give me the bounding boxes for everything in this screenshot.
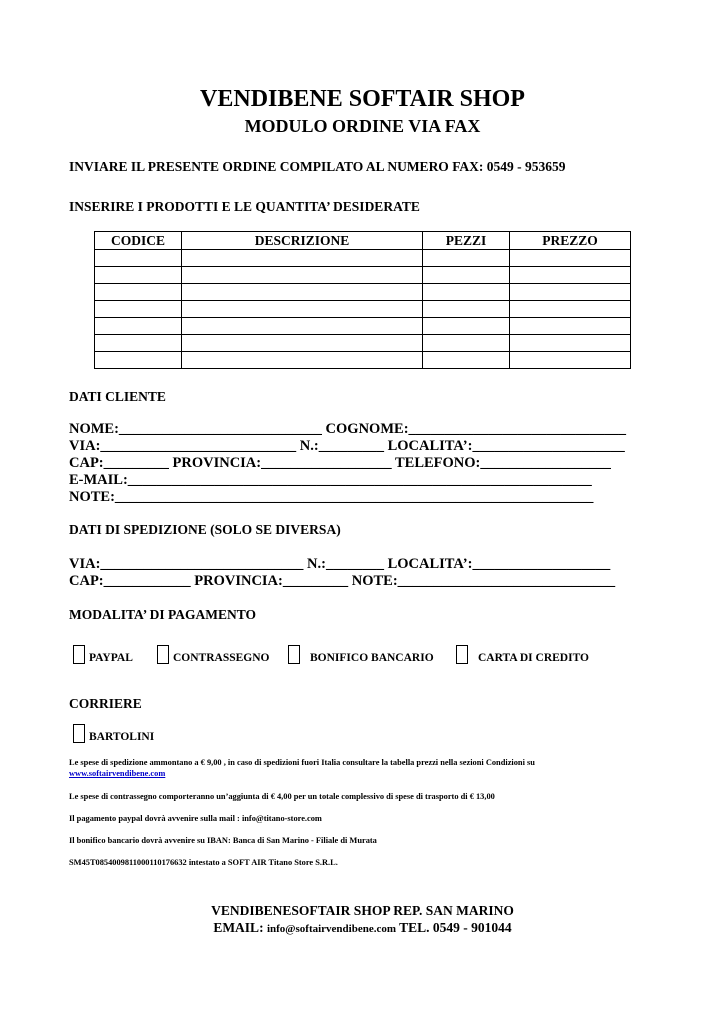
iban-note: SM45T0854009811000110176632 intestato a SOFT AIR Titano Store S.R.L. <box>69 858 338 867</box>
payment-option-contrassegno[interactable] <box>157 645 270 664</box>
column-header-pezzi: PEZZI <box>423 232 510 250</box>
cell-descrizione[interactable] <box>182 267 423 284</box>
courier-heading: CORRIERE <box>69 696 142 711</box>
payment-option-bonifico[interactable] <box>288 645 434 664</box>
cell-codice[interactable] <box>95 318 182 335</box>
table-row <box>95 250 631 267</box>
column-header-prezzo: PREZZO <box>510 232 631 250</box>
payment-option-paypal[interactable] <box>73 645 133 664</box>
cell-prezzo[interactable] <box>510 318 631 335</box>
table-row <box>95 284 631 301</box>
order-table-header <box>95 232 631 250</box>
website-link[interactable]: www.softairvendibene.com <box>69 769 166 778</box>
checkbox-icon[interactable] <box>73 724 85 743</box>
checkbox-icon[interactable] <box>288 645 300 664</box>
cell-codice[interactable] <box>95 301 182 318</box>
cell-codice[interactable] <box>95 284 182 301</box>
shipping-heading: DATI DI SPEDIZIONE (SOLO SE DIVERSA) <box>69 522 341 537</box>
cell-codice[interactable] <box>95 352 182 369</box>
products-instruction: INSERIRE I PRODOTTI E LE QUANTITA’ DESIDERATE <box>69 199 420 214</box>
checkbox-icon[interactable] <box>157 645 169 664</box>
cell-descrizione[interactable] <box>182 250 423 267</box>
cell-pezzi[interactable] <box>423 352 510 369</box>
cell-prezzo[interactable] <box>510 335 631 352</box>
cell-pezzi[interactable] <box>423 284 510 301</box>
payment-heading: MODALITA’ DI PAGAMENTO <box>69 607 256 622</box>
column-header-codice: CODICE <box>95 232 182 250</box>
cell-descrizione[interactable] <box>182 352 423 369</box>
payment-label-contrassegno: CONTRASSEGNO <box>173 652 270 664</box>
customer-email-line[interactable]: E-MAIL:________________________________________________________________ <box>69 472 592 488</box>
customer-heading: DATI CLIENTE <box>69 389 166 404</box>
table-row <box>95 318 631 335</box>
table-row <box>95 352 631 369</box>
footer-company: VENDIBENESOFTAIR SHOP REP. SAN MARINO <box>211 903 514 918</box>
courier-label-bartolini: BARTOLINI <box>89 731 155 743</box>
paypal-note: Il pagamento paypal dovrà avvenire sulla mail : info@titano-store.com <box>69 814 322 823</box>
cell-descrizione[interactable] <box>182 335 423 352</box>
customer-cap-line[interactable]: CAP:_________ PROVINCIA:__________________ TELEFONO:__________________ <box>69 455 611 471</box>
payment-option-carta[interactable] <box>456 645 589 664</box>
order-table <box>94 231 631 369</box>
payment-label-bonifico: BONIFICO BANCARIO <box>310 652 434 664</box>
footer-email-label: EMAIL: <box>213 920 267 935</box>
cell-prezzo[interactable] <box>510 301 631 318</box>
checkbox-icon[interactable] <box>456 645 468 664</box>
cell-pezzi[interactable] <box>423 250 510 267</box>
shipping-cap-line[interactable]: CAP:____________ PROVINCIA:_________ NOTE:______________________________ <box>69 573 616 589</box>
cell-descrizione[interactable] <box>182 318 423 335</box>
cell-descrizione[interactable] <box>182 301 423 318</box>
payment-label-paypal: PAYPAL <box>89 652 133 664</box>
payment-label-carta: CARTA DI CREDITO <box>478 652 589 664</box>
cell-pezzi[interactable] <box>423 301 510 318</box>
bank-note: Il bonifico bancario dovrà avvenire su IBAN: Banca di San Marino - Filiale di Murata <box>69 836 377 845</box>
customer-address-line[interactable]: VIA:___________________________ N.:_________ LOCALITA’:_____________________ <box>69 438 625 454</box>
cell-pezzi[interactable] <box>423 267 510 284</box>
customer-notes-line[interactable]: NOTE:__________________________________________________________________ <box>69 489 594 505</box>
checkbox-icon[interactable] <box>73 645 85 664</box>
shipping-cost-note: Le spese di spedizione ammontano a € 9,00 , in caso di spedizioni fuori Italia consultare la tabella prezzi nella sezioni Condizioni su <box>69 758 535 767</box>
fax-instruction: INVIARE IL PRESENTE ORDINE COMPILATO AL NUMERO FAX: 0549 - 953659 <box>69 159 566 174</box>
page-subtitle: MODULO ORDINE VIA FAX <box>244 116 481 136</box>
footer-email: info@softairvendibene.com <box>266 923 397 935</box>
cell-prezzo[interactable] <box>510 352 631 369</box>
cell-codice[interactable] <box>95 250 182 267</box>
cell-pezzi[interactable] <box>423 318 510 335</box>
page-title: VENDIBENE SOFTAIR SHOP <box>200 86 525 112</box>
cell-codice[interactable] <box>95 335 182 352</box>
footer-tel: TEL. 0549 - 901044 <box>396 920 512 935</box>
shipping-address-line[interactable]: VIA:____________________________ N.:________ LOCALITA’:___________________ <box>69 556 611 572</box>
footer-contacts <box>0 920 725 936</box>
table-row <box>95 267 631 284</box>
cell-prezzo[interactable] <box>510 250 631 267</box>
table-row <box>95 301 631 318</box>
customer-name-line[interactable]: NOME:____________________________ COGNOME:______________________________ <box>69 421 627 437</box>
table-row <box>95 335 631 352</box>
cell-codice[interactable] <box>95 267 182 284</box>
cell-pezzi[interactable] <box>423 335 510 352</box>
cell-descrizione[interactable] <box>182 284 423 301</box>
column-header-descrizione: DESCRIZIONE <box>182 232 423 250</box>
cell-prezzo[interactable] <box>510 267 631 284</box>
cod-cost-note: Le spese di contrassegno comporteranno un’aggiunta di € 4,00 per un totale complessivo di spese di trasporto di € 13,00 <box>69 792 495 801</box>
cell-prezzo[interactable] <box>510 284 631 301</box>
courier-option-bartolini[interactable] <box>73 724 154 743</box>
